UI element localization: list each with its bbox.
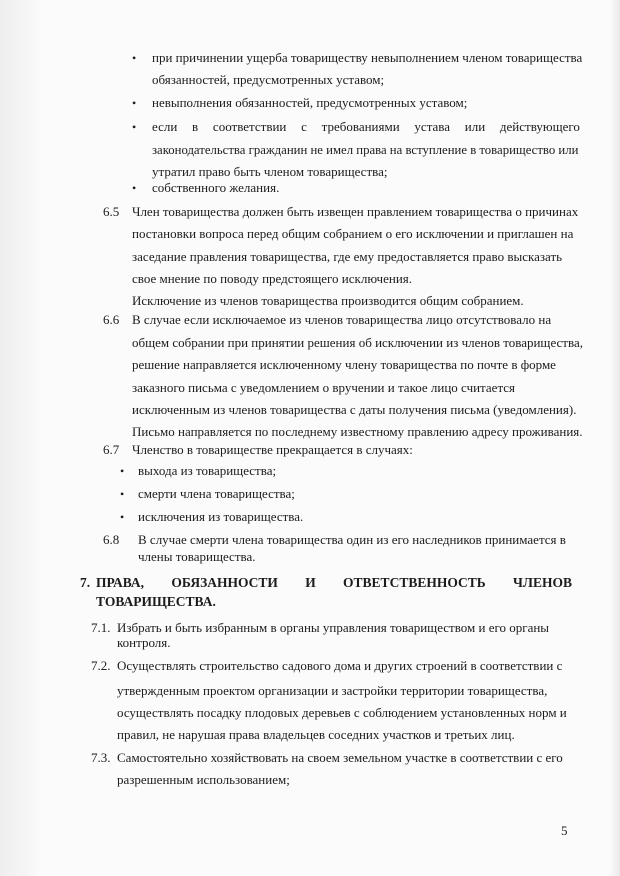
bullet-marker: • (120, 464, 125, 478)
heading-word: И (305, 575, 316, 590)
word: требованиями (321, 119, 400, 134)
clause-line: Членство в товариществе прекращается в случаях: (132, 442, 413, 457)
bullet-line: законодательства гражданин не имел права на вступление в товарищество или (152, 143, 579, 157)
word: с (301, 119, 307, 134)
clause-line: В случае смерти члена товарищества один из его наследников принимается в (138, 532, 566, 547)
clause-line: осуществлять посадку плодовых деревьев с соблюдением установленных норм и (117, 705, 567, 720)
clause-line: заказного письма с уведомлением о вручении и такое лицо считается (132, 380, 516, 395)
clause-line: свое мнение по поводу предстоящего исключения. (132, 271, 413, 286)
justified-line (152, 119, 580, 135)
word: действующего (499, 119, 580, 134)
clause-line: Член товарищества должен быть извещен правлением товарищества о причинах (132, 204, 579, 219)
word: или (464, 119, 486, 134)
word: соответствии (212, 119, 287, 134)
bullet-line: исключения из товарищества. (138, 509, 304, 524)
clause-line: утвержденным проектом организации и застройки территории товарищества, (117, 683, 548, 698)
section-heading (96, 575, 572, 591)
clause-line: исключенным из членов товарищества с даты получения письма (уведомления). (132, 402, 577, 417)
scan-left-edge (0, 0, 40, 876)
clause-line: постановки вопроса перед общим собранием о его исключении и приглашен на (132, 226, 574, 241)
clause-line: заседание правления товарищества, где ему предоставляется право высказать (132, 249, 563, 264)
clause-number: 7.1. (91, 620, 111, 635)
section-heading-line: ТОВАРИЩЕСТВА. (96, 594, 216, 609)
page-number: 5 (561, 823, 568, 838)
section-number: 7. (80, 575, 91, 590)
clause-line: разрешенным использованием; (117, 772, 290, 787)
clause-line: Осуществлять строительство садового дома и других строений в соответствии с (117, 658, 563, 673)
clause-number: 6.6 (103, 312, 120, 327)
word: устава (414, 119, 451, 134)
clause-line: Избрать и быть избранным в органы управления товариществом и его органы (117, 620, 550, 635)
bullet-line: обязанностей, предусмотренных уставом; (152, 72, 385, 87)
clause-number: 6.7 (103, 442, 120, 457)
clause-line: Исключение из членов товарищества производится общим собранием. (132, 293, 524, 308)
clause-line: общем собрании при принятии решения об исключении из членов товарищества, (132, 335, 583, 350)
heading-word: ЧЛЕНОВ (513, 575, 572, 590)
word: если (152, 119, 178, 134)
clause-line: контроля. (117, 635, 171, 650)
heading-word: ОБЯЗАННОСТИ (171, 575, 278, 590)
heading-word: ПРАВА, (96, 575, 145, 590)
clause-number: 6.8 (103, 532, 120, 547)
heading-word: ОТВЕТСТВЕННОСТЬ (343, 575, 486, 590)
bullet-line: утратил право быть членом товарищества; (152, 164, 388, 179)
bullet-line: собственного желания. (152, 180, 280, 195)
scan-right-edge (610, 0, 620, 876)
word: в (192, 119, 199, 134)
bullet-line: смерти члена товарищества; (138, 486, 295, 501)
clause-number: 7.3. (91, 750, 111, 765)
clause-line: Самостоятельно хозяйствовать на своем земельном участке в соответствии с его (117, 750, 563, 765)
bullet-line: при причинении ущерба товариществу невыполнением членом товарищества (152, 50, 583, 65)
bullet-line: выхода из товарищества; (138, 463, 277, 478)
bullet-marker: • (120, 487, 125, 501)
bullet-marker: • (120, 510, 125, 524)
bullet-marker: • (132, 181, 137, 195)
bullet-marker: • (132, 51, 137, 65)
clause-line: члены товарищества. (138, 549, 256, 564)
clause-line: Письмо направляется по последнему известному правлению адресу проживания. (132, 424, 583, 439)
clause-line: решение направляется исключенному члену товарищества по почте в форме (132, 357, 556, 372)
bullet-marker: • (132, 120, 137, 134)
clause-line: правил, не нарушая права владельцев соседних участков и третьих лиц. (117, 727, 515, 742)
bullet-marker: • (132, 96, 137, 110)
clause-number: 6.5 (103, 204, 120, 219)
clause-line: В случае если исключаемое из членов товарищества лицо отсутствовало на (132, 312, 552, 327)
clause-number: 7.2. (91, 658, 111, 673)
bullet-line: невыполнения обязанностей, предусмотренных уставом; (152, 95, 468, 110)
